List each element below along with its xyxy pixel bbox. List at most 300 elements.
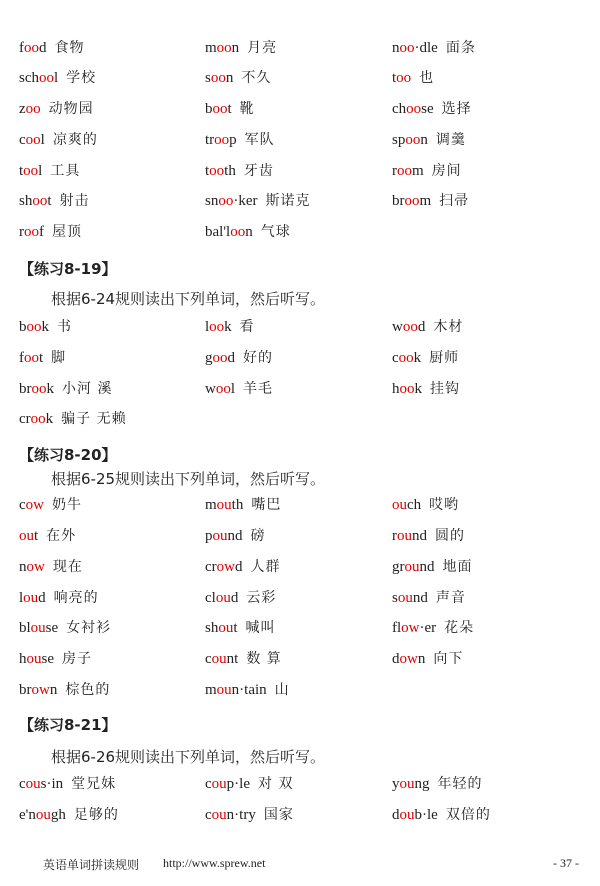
english-word [205,497,243,513]
highlighted-letters: oo [214,132,230,148]
word-entry [19,679,110,700]
chinese-meaning: 羊毛 [243,381,274,397]
highlighted-letters: oo [210,70,226,86]
word-entry [19,67,96,88]
chinese-meaning: 响亮的 [53,590,99,606]
word-part: s·in [40,776,64,792]
word-entry [205,129,275,150]
word-part: f [39,224,44,240]
chinese-meaning: 哎哟 [429,497,460,513]
word-row [0,804,600,828]
footer-title: 英语单词拼读规则 [43,858,140,872]
word-part: n·tain [231,682,267,698]
chinese-meaning: 学校 [66,70,97,86]
english-word [205,807,256,823]
word-entry [205,804,294,825]
word-entry [392,648,463,669]
highlighted-letters: oo [25,101,41,117]
english-word [19,682,57,698]
word-entry [392,587,466,608]
word-part: k [41,319,49,335]
highlighted-letters: ou [392,497,407,513]
chinese-meaning: 奶牛 [52,497,83,513]
word-part: t [227,101,232,117]
word-entry [19,37,85,58]
highlighted-letters: ou [215,590,231,606]
highlighted-letters: oo [212,101,228,117]
english-word [205,559,243,575]
word-part: w [205,381,216,397]
chinese-meaning: 看 [239,319,255,335]
word-row [0,587,600,611]
chinese-meaning: 食物 [54,40,85,56]
word-entry [205,316,255,337]
word-part: th [231,497,244,513]
word-part: r [392,163,397,179]
chinese-meaning: 山 [274,682,290,698]
word-part: c [19,132,26,148]
chinese-meaning: 牙齿 [243,163,274,179]
word-part: br [19,381,32,397]
page-footer [0,856,600,876]
chinese-meaning: 房子 [62,651,92,667]
english-word [392,776,430,792]
word-part: cr [19,411,31,427]
word-part: d [417,319,426,335]
word-part: t [34,528,39,544]
highlighted-letters: oo [402,319,418,335]
highlighted-letters: ou [30,620,46,636]
english-word [205,40,239,56]
chinese-meaning: 书 [57,319,72,335]
highlighted-letters: oo [24,40,39,56]
chinese-meaning: 堂兄妹 [71,776,117,792]
word-part: nd [227,528,243,544]
word-part: r [392,528,397,544]
word-part: se [421,101,434,117]
word-part: d [235,559,243,575]
word-part: z [19,101,26,117]
word-entry [392,160,462,181]
word-part: th [224,163,236,179]
word-part: t [205,163,210,179]
word-entry [19,190,90,211]
highlighted-letters: ou [26,651,42,667]
highlighted-letters: ou [211,776,227,792]
english-word [392,807,438,823]
word-part: n [225,70,234,86]
word-part: p·le [226,776,250,792]
word-part: ng [414,776,430,792]
chinese-meaning: 工具 [50,163,81,179]
word-part: l [40,132,45,148]
word-part: ·dle [414,40,438,56]
word-entry [392,525,465,546]
highlighted-letters: ou [397,590,413,606]
english-word [392,590,428,606]
word-entry [205,494,281,515]
english-word [392,132,428,148]
word-part: br [392,193,405,209]
chinese-meaning: 军队 [244,132,275,148]
english-word [19,807,66,823]
word-part: c [392,350,399,366]
english-word [392,559,435,575]
highlighted-letters: oo [23,163,39,179]
word-part: l [38,163,43,179]
word-part: t [233,620,238,636]
exercise-8-19-title: 【练习8-19】 [19,260,117,278]
highlighted-letters: oo [399,381,415,397]
word-part: nd [412,528,427,544]
highlighted-letters: ou [35,807,51,823]
word-entry [19,648,92,669]
word-part: cr [205,559,217,575]
chinese-meaning: 靴 [239,101,255,117]
word-entry [392,556,473,577]
word-part: d [392,807,400,823]
word-part: c [205,807,212,823]
word-row [0,316,600,340]
highlighted-letters: ou [397,528,412,544]
word-part: m [419,193,432,209]
word-part: nt [226,651,239,667]
english-word [392,381,422,397]
word-part: r [19,224,24,240]
word-part: k [46,381,54,397]
word-entry [205,648,282,669]
chinese-meaning: 数 算 [246,651,282,667]
english-word [19,101,41,117]
highlighted-letters: oo [398,350,414,366]
word-entry [19,617,111,638]
english-word [19,620,58,636]
english-word [19,224,44,240]
chinese-meaning: 地面 [442,559,473,575]
word-part: m [205,40,217,56]
english-word [19,381,54,397]
word-entry [19,804,119,825]
word-part: k [414,381,422,397]
english-word [205,224,253,240]
word-entry [205,556,281,577]
word-part: b [205,101,213,117]
word-row [0,129,600,153]
word-part: s [392,590,398,606]
exercise-8-20-instruction: 根据6-25规则读出下列单词，然后听写。 [51,470,326,488]
highlighted-letters: oo [399,40,415,56]
chinese-meaning: 屋顶 [52,224,82,240]
english-word [205,350,235,366]
word-part: b·le [414,807,438,823]
highlighted-letters: ow [399,651,418,667]
english-word [205,590,238,606]
english-word [392,70,411,86]
word-part: cl [205,590,216,606]
highlighted-letters: ou [19,528,34,544]
chinese-meaning: 射击 [59,193,90,209]
word-part: gh [50,807,66,823]
word-part: f [19,350,24,366]
highlighted-letters: oo [32,193,48,209]
highlighted-letters: ow [216,559,235,575]
highlighted-letters: oo [26,319,42,335]
english-word [19,590,46,606]
word-row [0,556,600,580]
chinese-meaning: 人群 [250,559,281,575]
english-word [19,70,58,86]
english-word [19,776,63,792]
highlighted-letters: ou [399,776,415,792]
word-entry [392,617,474,638]
highlighted-letters: oo [39,70,54,86]
english-word [19,559,45,575]
chinese-meaning: 骗子 无赖 [61,411,127,427]
word-entry [392,804,491,825]
word-entry [19,221,82,242]
highlighted-letters: oo [404,193,420,209]
highlighted-letters: ou [211,807,227,823]
highlighted-letters: oo [212,350,228,366]
chinese-meaning: 扫帚 [439,193,470,209]
word-part: m [205,497,217,513]
english-word [19,40,47,56]
word-entry [205,67,271,88]
word-entry [392,67,434,88]
chinese-meaning: 在外 [46,528,77,544]
chinese-meaning: 也 [419,70,435,86]
chinese-meaning: 女衬衫 [66,620,112,636]
word-row [0,525,600,549]
highlighted-letters: ow [401,620,420,636]
word-part: se [45,620,59,636]
word-row [0,617,600,641]
english-word [205,70,233,86]
chinese-meaning: 足够的 [73,807,119,823]
chinese-meaning: 年轻的 [437,776,483,792]
chinese-meaning: 斯诺克 [265,193,311,209]
word-entry [19,160,80,181]
word-part: bl [19,620,31,636]
chinese-meaning: 现在 [52,559,83,575]
highlighted-letters: oo [30,411,46,427]
word-row [0,67,600,91]
word-entry [205,98,255,119]
english-word [205,132,237,148]
english-word [19,350,43,366]
english-word [205,528,243,544]
word-entry [205,160,274,181]
word-part: sch [19,70,39,86]
chinese-meaning: 面条 [445,40,476,56]
word-part: d [39,40,47,56]
word-entry [392,129,466,150]
chinese-meaning: 对 双 [258,776,294,792]
word-part: ch [392,101,407,117]
word-entry [19,316,72,337]
word-entry [392,37,476,58]
highlighted-letters: ou [211,651,227,667]
word-part: ch [407,497,422,513]
word-entry [19,98,94,119]
word-entry [19,129,98,150]
word-row [0,160,600,184]
highlighted-letters: oo [209,163,225,179]
word-part: n [245,224,253,240]
word-part: k [224,319,232,335]
word-part: tr [205,132,215,148]
exercise-8-19-instruction: 根据6-24规则读出下列单词，然后听写。 [51,290,326,308]
word-part: n [19,559,27,575]
highlighted-letters: ou [216,497,232,513]
chinese-meaning: 动物园 [48,101,94,117]
word-part: y [392,776,400,792]
exercise-8-21-title: 【练习8-21】 [19,716,117,734]
word-part: n [420,132,428,148]
word-part: e'n [19,807,36,823]
chinese-meaning: 花朵 [444,620,475,636]
word-entry [205,587,276,608]
highlighted-letters: ow [25,497,45,513]
english-word [392,651,425,667]
highlighted-letters: ou [212,528,228,544]
english-word [19,411,53,427]
english-word [205,319,232,335]
word-entry [19,408,127,429]
chinese-meaning: 棕色的 [65,682,111,698]
english-word [392,319,425,335]
word-part: d [392,651,400,667]
english-word [392,497,421,513]
highlighted-letters: oo [24,224,39,240]
word-part: nd [419,559,435,575]
chinese-meaning: 脚 [51,350,67,366]
word-entry [205,773,293,794]
english-word [19,163,42,179]
word-entry [392,378,460,399]
word-entry [205,378,273,399]
chinese-meaning: 双倍的 [445,807,491,823]
word-entry [205,617,276,638]
highlighted-letters: ow [31,682,50,698]
word-entry [19,525,76,546]
highlighted-letters: oo [215,381,231,397]
word-entry [19,347,66,368]
word-row [0,378,600,402]
word-part: t [392,70,397,86]
chinese-meaning: 嘴巴 [251,497,282,513]
word-part: m [412,163,424,179]
word-part: fl [392,620,402,636]
highlighted-letters: oo [24,350,39,366]
english-word [19,528,38,544]
word-entry [392,316,463,337]
highlighted-letters: ou [216,682,232,698]
word-part: sh [19,193,33,209]
word-row [0,494,600,518]
word-entry [205,37,277,58]
english-word [205,163,236,179]
word-part: c [19,776,26,792]
word-part: n·try [226,807,256,823]
word-part: g [205,350,213,366]
word-part: p [229,132,237,148]
word-part: l [19,590,24,606]
word-part: s [205,70,211,86]
exercise-8-20-title: 【练习8-20】 [19,446,117,464]
word-part: n [417,651,426,667]
word-entry [205,679,290,700]
english-word [19,651,54,667]
word-part: n [49,682,58,698]
english-word [392,350,421,366]
word-part: c [205,776,212,792]
chinese-meaning: 房间 [431,163,462,179]
highlighted-letters: oo [218,193,234,209]
english-word [392,163,424,179]
english-word [205,381,235,397]
word-part: t [19,163,24,179]
english-word [19,193,52,209]
chinese-meaning: 国家 [263,807,294,823]
chinese-meaning: 凉爽的 [52,132,98,148]
word-part: b [19,319,27,335]
chinese-meaning: 小河 溪 [62,381,113,397]
chinese-meaning: 月亮 [247,40,278,56]
english-word [392,40,438,56]
word-row [0,221,600,245]
word-part: m [205,682,217,698]
word-part: l [230,381,236,397]
word-part: br [19,682,32,698]
word-part: d [230,590,239,606]
word-part: nd [412,590,428,606]
english-word [19,319,49,335]
highlighted-letters: ou [23,590,39,606]
highlighted-letters: oo [397,163,412,179]
word-row [0,648,600,672]
word-entry [19,494,82,515]
footer-url[interactable]: http://www.sprew.net [163,856,266,870]
highlighted-letters: oo [405,132,421,148]
chinese-meaning: 气球 [260,224,291,240]
word-entry [392,347,459,368]
highlighted-letters: ou [25,776,41,792]
english-word [205,651,238,667]
chinese-meaning: 不久 [241,70,272,86]
chinese-meaning: 云彩 [246,590,277,606]
english-word [205,776,250,792]
chinese-meaning: 喊叫 [245,620,276,636]
chinese-meaning: 好的 [243,350,273,366]
english-word [392,620,436,636]
chinese-meaning: 木材 [433,319,464,335]
english-word [392,528,427,544]
english-word [19,132,45,148]
word-part: t [39,350,44,366]
word-entry [205,525,266,546]
word-entry [392,494,459,515]
highlighted-letters: oo [25,132,41,148]
word-part: ·ker [233,193,258,209]
word-part: p [205,528,213,544]
english-word [205,682,267,698]
word-part: k [413,350,422,366]
word-row [0,679,600,703]
chinese-meaning: 厨师 [429,350,460,366]
word-part: sp [392,132,406,148]
word-part: sh [205,620,219,636]
